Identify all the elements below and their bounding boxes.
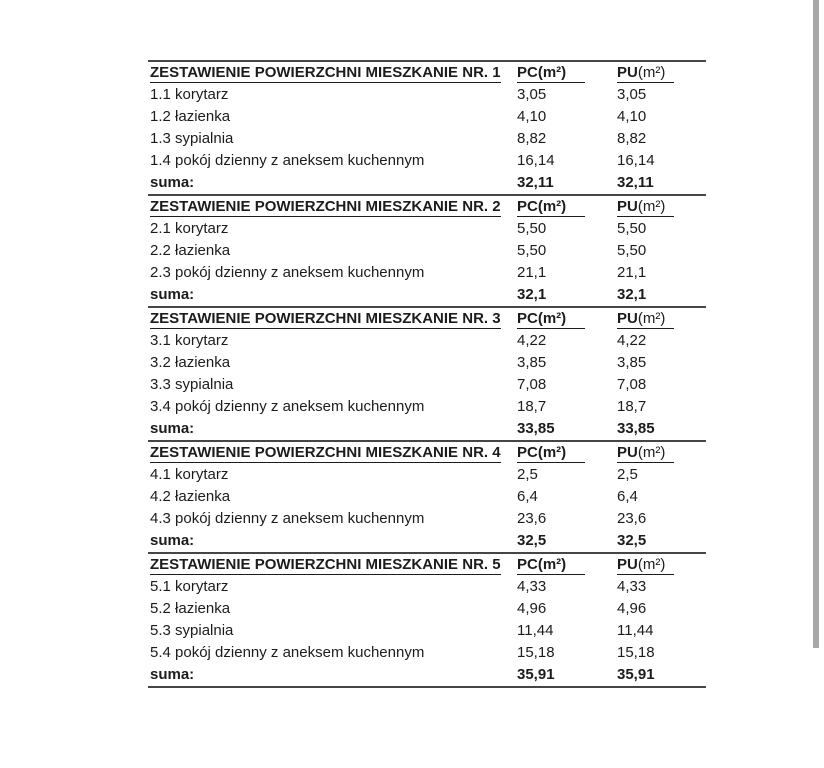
row-value-pu: 4,10	[617, 108, 647, 125]
section-title: ZESTAWIENIE POWIERZCHNI MIESZKANIE NR. 5	[150, 556, 501, 573]
row-value-pu: 5,50	[617, 242, 647, 259]
col-header-pu	[617, 444, 674, 463]
row-label: 4.2 łazienka	[150, 488, 231, 505]
suma-row	[148, 172, 706, 194]
row-value-pu: 11,44	[617, 622, 654, 639]
col-header-pu-unit: (m²)	[637, 198, 666, 215]
suma-value-pc: 35,91	[517, 666, 555, 683]
col-header-pc: PC(m²)	[517, 198, 585, 217]
row-value-pc: 16,14	[517, 152, 555, 169]
table-row	[148, 352, 706, 374]
row-value-pc: 8,82	[517, 130, 547, 147]
col-header-pu-unit: (m²)	[637, 64, 666, 81]
row-value-pu: 6,4	[617, 488, 638, 505]
suma-value-pu: 35,91	[617, 666, 655, 683]
suma-value-pc: 32,1	[517, 286, 547, 303]
row-value-pc: 15,18	[517, 644, 555, 661]
suma-value-pu: 33,85	[617, 420, 655, 437]
row-label: 1.4 pokój dzienny z aneksem kuchennym	[150, 152, 425, 169]
row-label: 1.1 korytarz	[150, 86, 229, 103]
col-header-pu-strong: PU	[617, 444, 638, 461]
col-header-pu-strong: PU	[617, 310, 638, 327]
suma-row	[148, 664, 706, 686]
section-title: ZESTAWIENIE POWIERZCHNI MIESZKANIE NR. 2	[150, 198, 501, 215]
section-title: ZESTAWIENIE POWIERZCHNI MIESZKANIE NR. 3	[150, 310, 501, 327]
section-title: ZESTAWIENIE POWIERZCHNI MIESZKANIE NR. 1	[150, 64, 501, 81]
row-label: 3.4 pokój dzienny z aneksem kuchennym	[150, 398, 425, 415]
row-value-pc: 21,1	[517, 264, 547, 281]
row-label: 3.3 sypialnia	[150, 376, 234, 393]
row-label: 5.1 korytarz	[150, 578, 229, 595]
row-label: 4.3 pokój dzienny z aneksem kuchennym	[150, 510, 425, 527]
section-apartment-4	[148, 442, 706, 554]
row-value-pu: 5,50	[617, 220, 647, 237]
row-value-pu: 4,22	[617, 332, 647, 349]
row-value-pc: 23,6	[517, 510, 547, 527]
table-row	[148, 262, 706, 284]
row-value-pc: 3,85	[517, 354, 547, 371]
suma-row	[148, 284, 706, 306]
row-value-pu: 18,7	[617, 398, 647, 415]
col-header-pc: PC(m²)	[517, 444, 585, 463]
row-value-pu: 16,14	[617, 152, 655, 169]
col-header-pu-strong: PU	[617, 556, 638, 573]
scrollbar-thumb[interactable]	[813, 0, 819, 648]
suma-label: suma:	[150, 174, 195, 191]
section-header-row	[148, 442, 706, 464]
table-row	[148, 240, 706, 262]
row-label: 2.1 korytarz	[150, 220, 229, 237]
col-header-pu	[617, 198, 674, 217]
row-label: 2.3 pokój dzienny z aneksem kuchennym	[150, 264, 425, 281]
row-value-pc: 5,50	[517, 242, 547, 259]
row-value-pc: 4,22	[517, 332, 547, 349]
row-value-pu: 15,18	[617, 644, 655, 661]
row-value-pc: 2,5	[517, 466, 538, 483]
row-label: 1.3 sypialnia	[150, 130, 234, 147]
col-header-pu	[617, 64, 674, 83]
table-row	[148, 464, 706, 486]
table-row	[148, 576, 706, 598]
suma-value-pc: 32,11	[517, 174, 554, 191]
table-row	[148, 396, 706, 418]
section-header-row	[148, 196, 706, 218]
row-label: 3.2 łazienka	[150, 354, 231, 371]
table-row	[148, 84, 706, 106]
row-label: 5.4 pokój dzienny z aneksem kuchennym	[150, 644, 425, 661]
row-value-pc: 4,33	[517, 578, 547, 595]
col-header-pu-strong: PU	[617, 198, 638, 215]
section-header-row	[148, 308, 706, 330]
suma-value-pc: 32,5	[517, 532, 547, 549]
section-apartment-3	[148, 308, 706, 442]
row-label: 4.1 korytarz	[150, 466, 229, 483]
row-value-pu: 4,96	[617, 600, 647, 617]
suma-value-pc: 33,85	[517, 420, 555, 437]
table-row	[148, 374, 706, 396]
section-header-row	[148, 62, 706, 84]
row-label: 1.2 łazienka	[150, 108, 231, 125]
table-row	[148, 150, 706, 172]
row-value-pu: 21,1	[617, 264, 647, 281]
row-value-pc: 4,96	[517, 600, 547, 617]
section-title: ZESTAWIENIE POWIERZCHNI MIESZKANIE NR. 4	[150, 444, 501, 461]
col-header-pc: PC(m²)	[517, 310, 585, 329]
row-value-pc: 6,4	[517, 488, 538, 505]
suma-value-pu: 32,5	[617, 532, 647, 549]
section-apartment-2	[148, 196, 706, 308]
col-header-pc: PC(m²)	[517, 556, 585, 575]
row-value-pc: 5,50	[517, 220, 547, 237]
section-apartment-5	[148, 554, 706, 688]
table-row	[148, 330, 706, 352]
row-value-pu: 4,33	[617, 578, 647, 595]
row-value-pu: 2,5	[617, 466, 638, 483]
row-label: 2.2 łazienka	[150, 242, 231, 259]
col-header-pu-strong: PU	[617, 64, 638, 81]
row-value-pu: 7,08	[617, 376, 647, 393]
col-header-pu-unit: (m²)	[637, 444, 666, 461]
table-row	[148, 218, 706, 240]
table-row	[148, 508, 706, 530]
col-header-pu-unit: (m²)	[637, 310, 666, 327]
suma-row	[148, 418, 706, 440]
suma-value-pu: 32,11	[617, 174, 654, 191]
table-row	[148, 486, 706, 508]
section-apartment-1	[148, 62, 706, 196]
col-header-pc: PC(m²)	[517, 64, 585, 83]
table-row	[148, 128, 706, 150]
row-value-pu: 23,6	[617, 510, 647, 527]
row-value-pc: 4,10	[517, 108, 547, 125]
table-row	[148, 106, 706, 128]
suma-row	[148, 530, 706, 552]
col-header-pu-unit: (m²)	[637, 556, 666, 573]
suma-label: suma:	[150, 532, 195, 549]
scrollbar[interactable]	[812, 0, 820, 768]
section-header-row	[148, 554, 706, 576]
row-value-pc: 18,7	[517, 398, 547, 415]
suma-value-pu: 32,1	[617, 286, 647, 303]
suma-label: suma:	[150, 420, 195, 437]
col-header-pu	[617, 310, 674, 329]
row-value-pc: 3,05	[517, 86, 547, 103]
table-row	[148, 642, 706, 664]
row-label: 3.1 korytarz	[150, 332, 229, 349]
suma-label: suma:	[150, 666, 195, 683]
col-header-pu	[617, 556, 674, 575]
table-row	[148, 598, 706, 620]
row-label: 5.2 łazienka	[150, 600, 231, 617]
row-value-pc: 11,44	[517, 622, 554, 639]
row-value-pu: 3,05	[617, 86, 647, 103]
area-summary-table	[148, 60, 706, 688]
row-value-pu: 8,82	[617, 130, 647, 147]
row-label: 5.3 sypialnia	[150, 622, 234, 639]
row-value-pu: 3,85	[617, 354, 647, 371]
suma-label: suma:	[150, 286, 195, 303]
row-value-pc: 7,08	[517, 376, 547, 393]
table-row	[148, 620, 706, 642]
